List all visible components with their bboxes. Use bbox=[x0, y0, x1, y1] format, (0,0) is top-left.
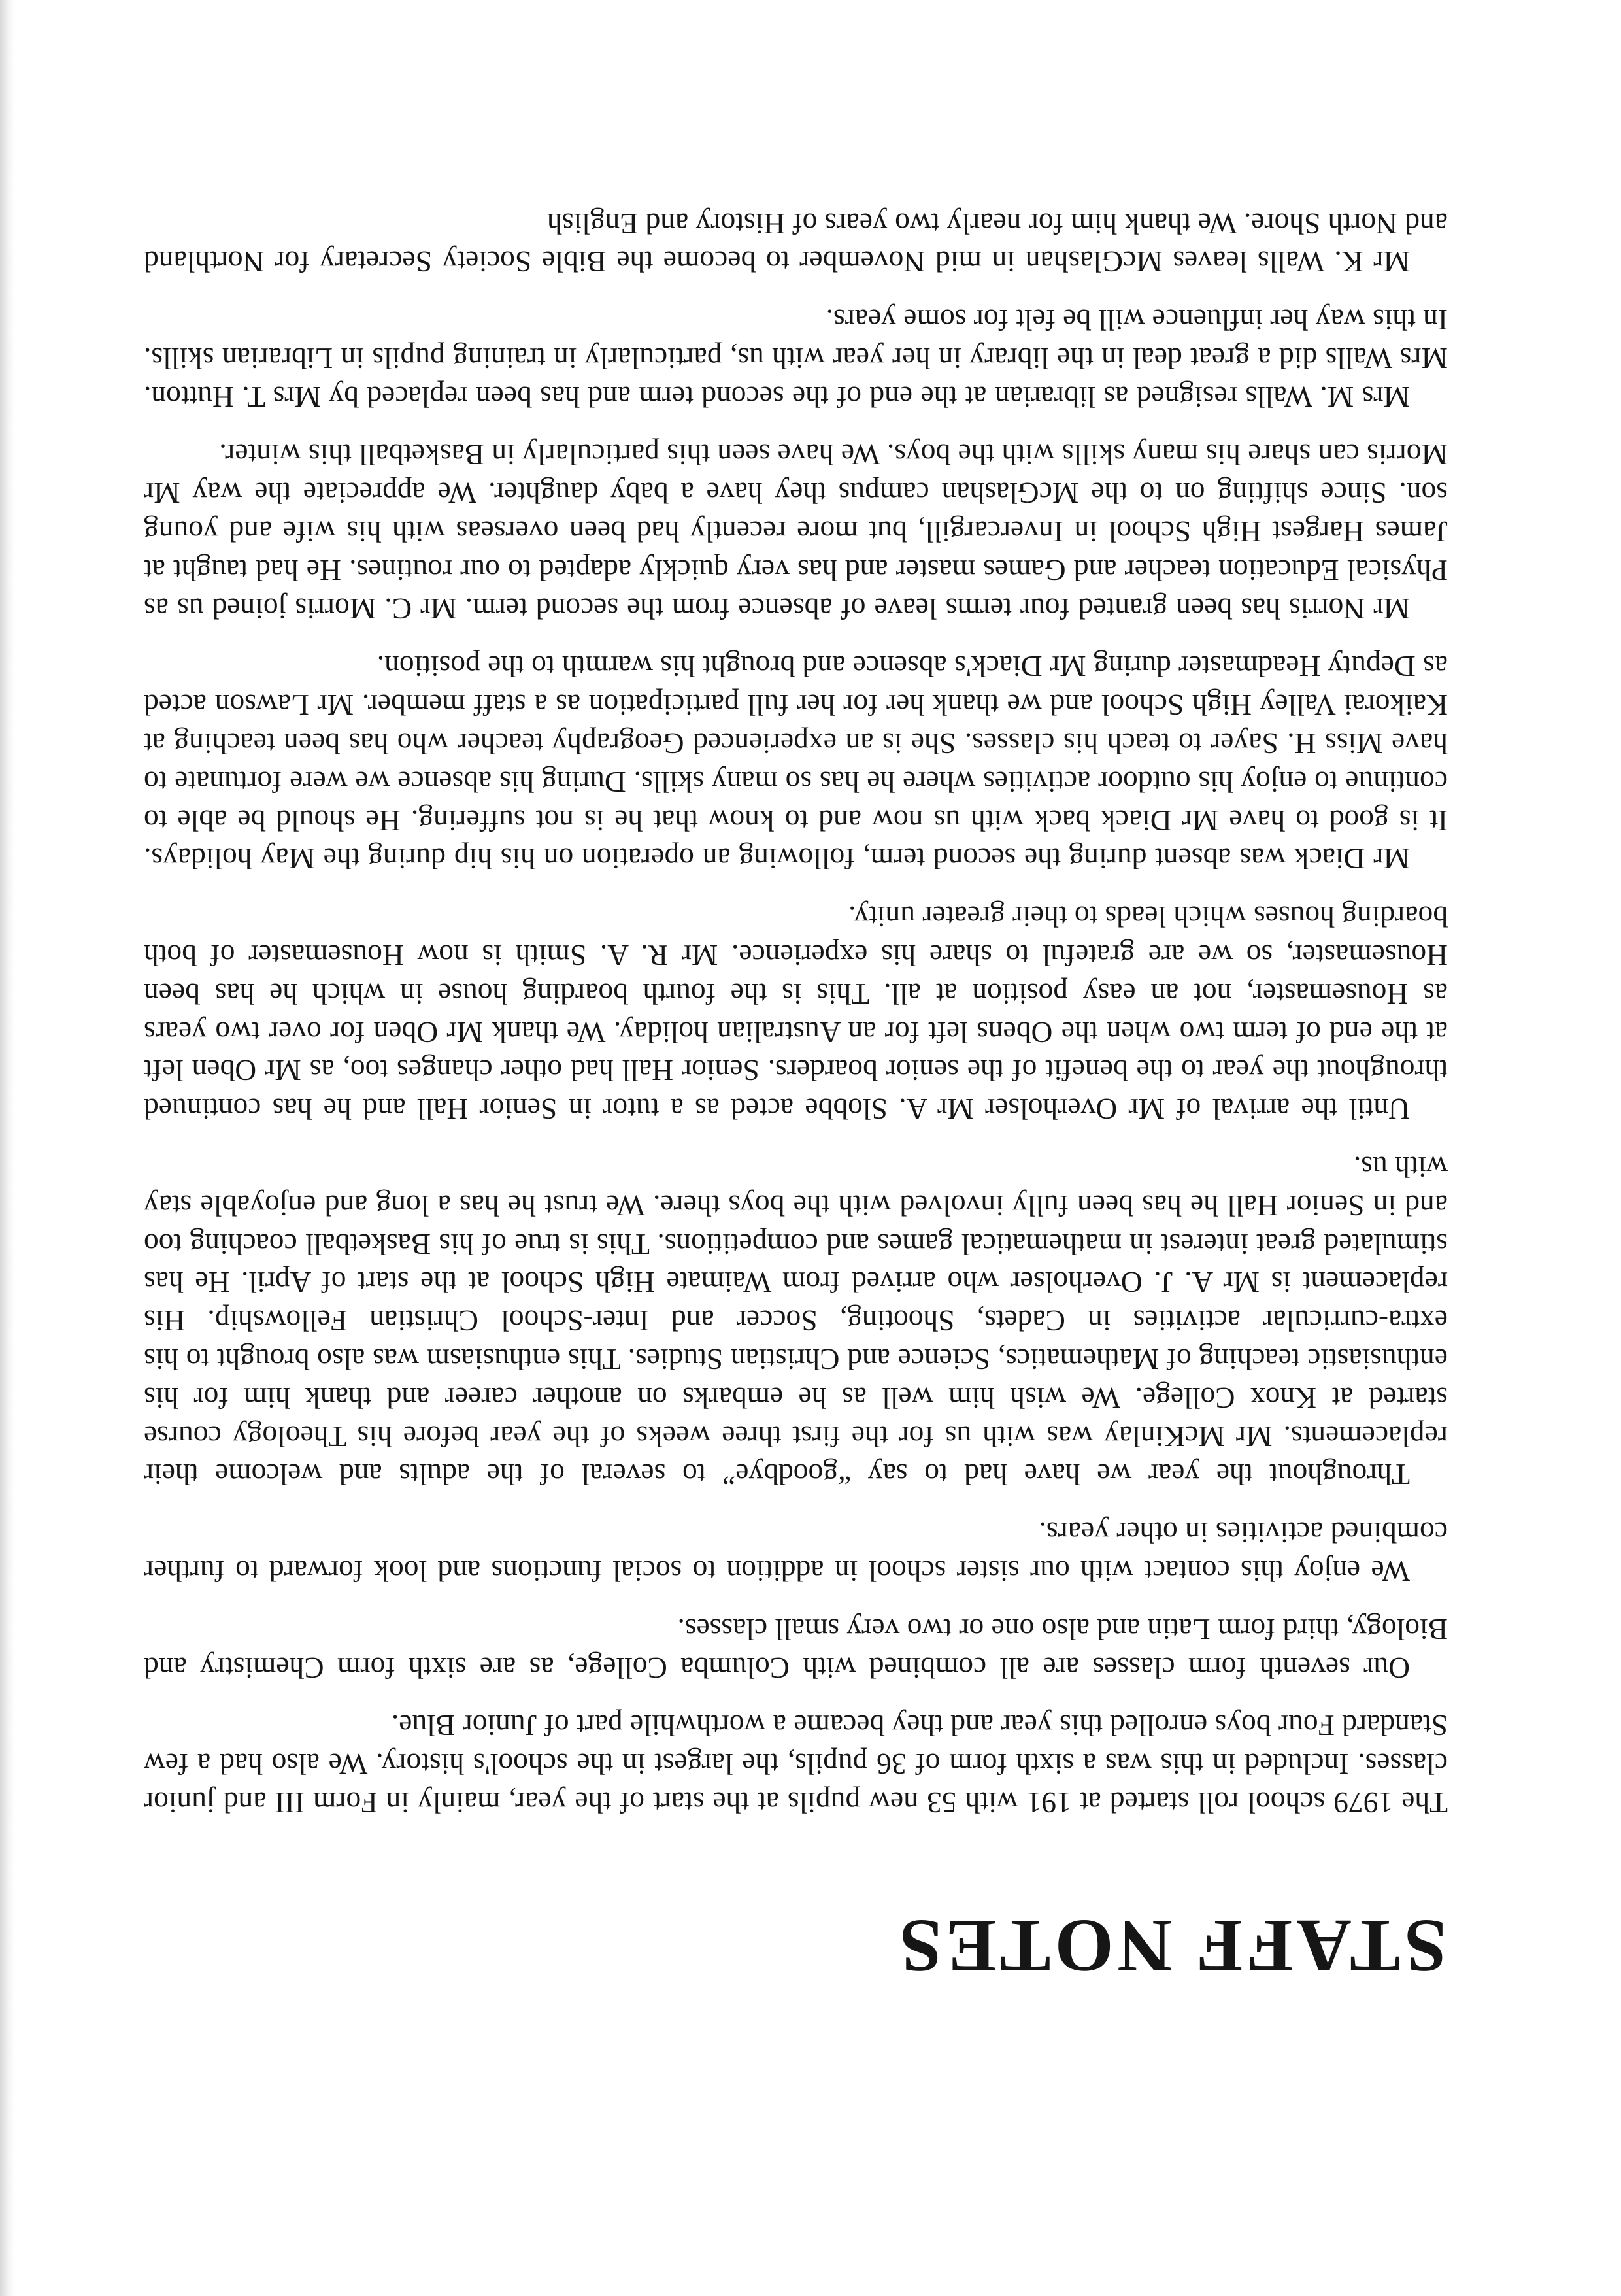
document-body bbox=[144, 184, 1448, 1987]
paragraph-mrs-walls: Mrs M. Walls resigned as librarian at the end of the second term and has been replaced by Mrs T. Hutton. Mrs Walls did a great deal in the library in her year with us, particularly in training pupils in Librarian skills. In this way her influence will be felt for some years. bbox=[144, 303, 1448, 414]
paragraph-school-roll: The 1979 school roll started at 191 with 53 new pupils at the start of the year, mainly in Form III and junior classes. Included in this was a sixth form of 36 pupils, the largest in the school's history. We also had a few Standard Four boys enrolled this year and they became a worthwhile part of Junior Blue. bbox=[144, 1709, 1448, 1819]
paragraph-senior-hall: Until the arrival of Mr Overholser Mr A. Slobbe acted as a tutor in Senior Hall and he has continued throughout the year to the benefit of the senior boarders. Senior Hall had other changes too, as Mr Oben left at the end of term two when the Obens left for an Australian holiday. We thank Mr Oben for over two years as Housemaster, not an easy position at all. This is the fourth boarding house in which he has been Housemaster, so we are grateful to share his experience. Mr R. A. Smith is now Housemaster of both boarding houses which leads to their greater unity. bbox=[144, 900, 1448, 1126]
paragraph-mr-walls: Mr K. Walls leaves McGlashan in mid November to become the Bible Society Secretary for Northland and North Shore. We thank him for nearly two years of History and English bbox=[144, 207, 1448, 279]
page-title: STAFF NOTES bbox=[895, 1904, 1446, 1987]
paragraph-combined-classes: Our seventh form classes are all combined with Columba College, as are sixth form Chemistry and Biology, third form Latin and also one or two very small classes. bbox=[144, 1612, 1448, 1685]
paragraph-staff-changes: Throughout the year we have had to say “goodbye” to several of the adults and welcome their replacements. Mr McKinlay was with us for the first three weeks of the year before his Theology course started at Knox College. We wish him well as he embarks on another career and thank him for his enthusiastic teaching of Mathematics, Science and Christian Studies. This enthusiasm was also brought to his extra-curricular activities in Cadets, Shooting, Soccer and Inter-School Christian Fellowship. His replacement is Mr A. J. Overholser who arrived from Waimate High School at the start of April. He has stimulated great interest in mathematical games and competitions. This is true of his Basketball coaching too and in Senior Hall he has been fully involved with the boys there. We trust he has a long and enjoyable stay with us. bbox=[144, 1151, 1448, 1492]
paragraph-sister-school: We enjoy this contact with our sister school in addition to social functions and look forward to further combined activities in other years. bbox=[144, 1516, 1448, 1589]
paragraph-mr-norris: Mr Norris has been granted four terms leave of absence from the second term. Mr C. Morris joined us as Physical Education teacher and Games master and has very quickly adapted to our routines. He had taught at James Hargest High School in Invercargill, but more recently had been overseas with his wife and young son. Since shifting on to the McGlashan campus they have a baby daughter. We appreciate the way Mr Morris can share his many skills with the boys. We have seen this particularly in Basketball this winter. bbox=[144, 438, 1448, 626]
paragraph-mr-diack: Mr Diack was absent during the second term, following an operation on his hip during the May holidays. It is good to have Mr Diack back with us now and to know that he is not suffering. He should be able to continue to enjoy his outdoor activities where he has so many skills. During his absence we were fortunate to have Miss H. Sayer to teach his classes. She is an experienced Geography teacher who has been teaching at Kaikorai Valley High School and we thank her for her full participation as a staff member. Mr Lawson acted as Deputy Headmaster during Mr Diack's absence and brought his warmth to the position. bbox=[144, 650, 1448, 876]
